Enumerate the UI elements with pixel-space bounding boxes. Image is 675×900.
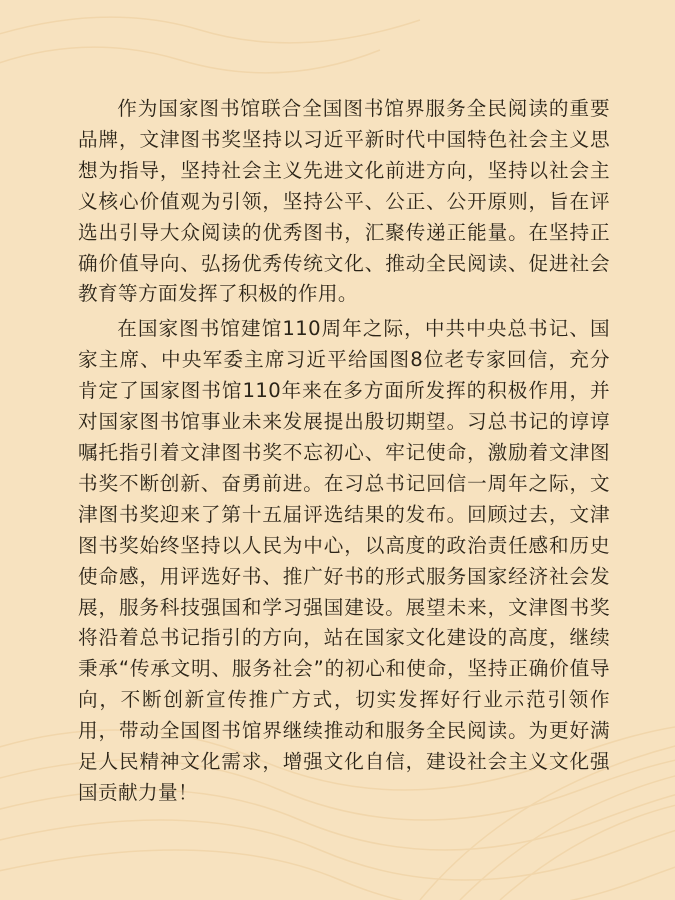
paragraph-intro: 作为国家图书馆联合全国图书馆界服务全民阅读的重要品牌，文津图书奖坚持以习近平新时代中国特色社会主义思想为指导，坚持社会主义先进文化前进方向，坚持以社会主义核心价值观为引领，坚持公平、公正、公开原则，旨在评选出引导大众阅读的优秀图书，汇聚传递正能量。在坚持正确价值导向、弘扬优秀传统文化、推动全民阅读、促进社会教育等方面发挥了积极的作用。 [78,97,610,306]
article-body [78,94,610,813]
paragraph-main: 在国家图书馆建馆110周年之际，中共中央总书记、国家主席、中央军委主席习近平给国图8位老专家回信，充分肯定了国家图书馆110年来在多方面所发挥的积极作用，并对国家图书馆事业未来发展提出殷切期望。习总书记的谆谆嘱托指引着文津图书奖不忘初心、牢记使命，激励着文津图书奖不断创新、奋勇前进。在习总书记回信一周年之际，文津图书奖迎来了第十五届评选结果的发布。回顾过去，文津图书奖始终坚持以人民为中心，以高度的政治责任感和历史使命感，用评选好书、推广好书的形式服务国家经济社会发展，服务科技强国和学习强国建设。展望未来，文津图书奖将沿着总书记指引的方向，站在国家文化建设的高度，继续秉承“传承文明、服务社会”的初心和使命，坚持正确价值导向，不断创新宣传推广方式，切实发挥好行业示范引领作用，带动全国图书馆界继续推动和服务全民阅读。为更好满足人民精神文化需求，增强文化自信，建设社会主义文化强国贡献力量！ [78,317,610,804]
